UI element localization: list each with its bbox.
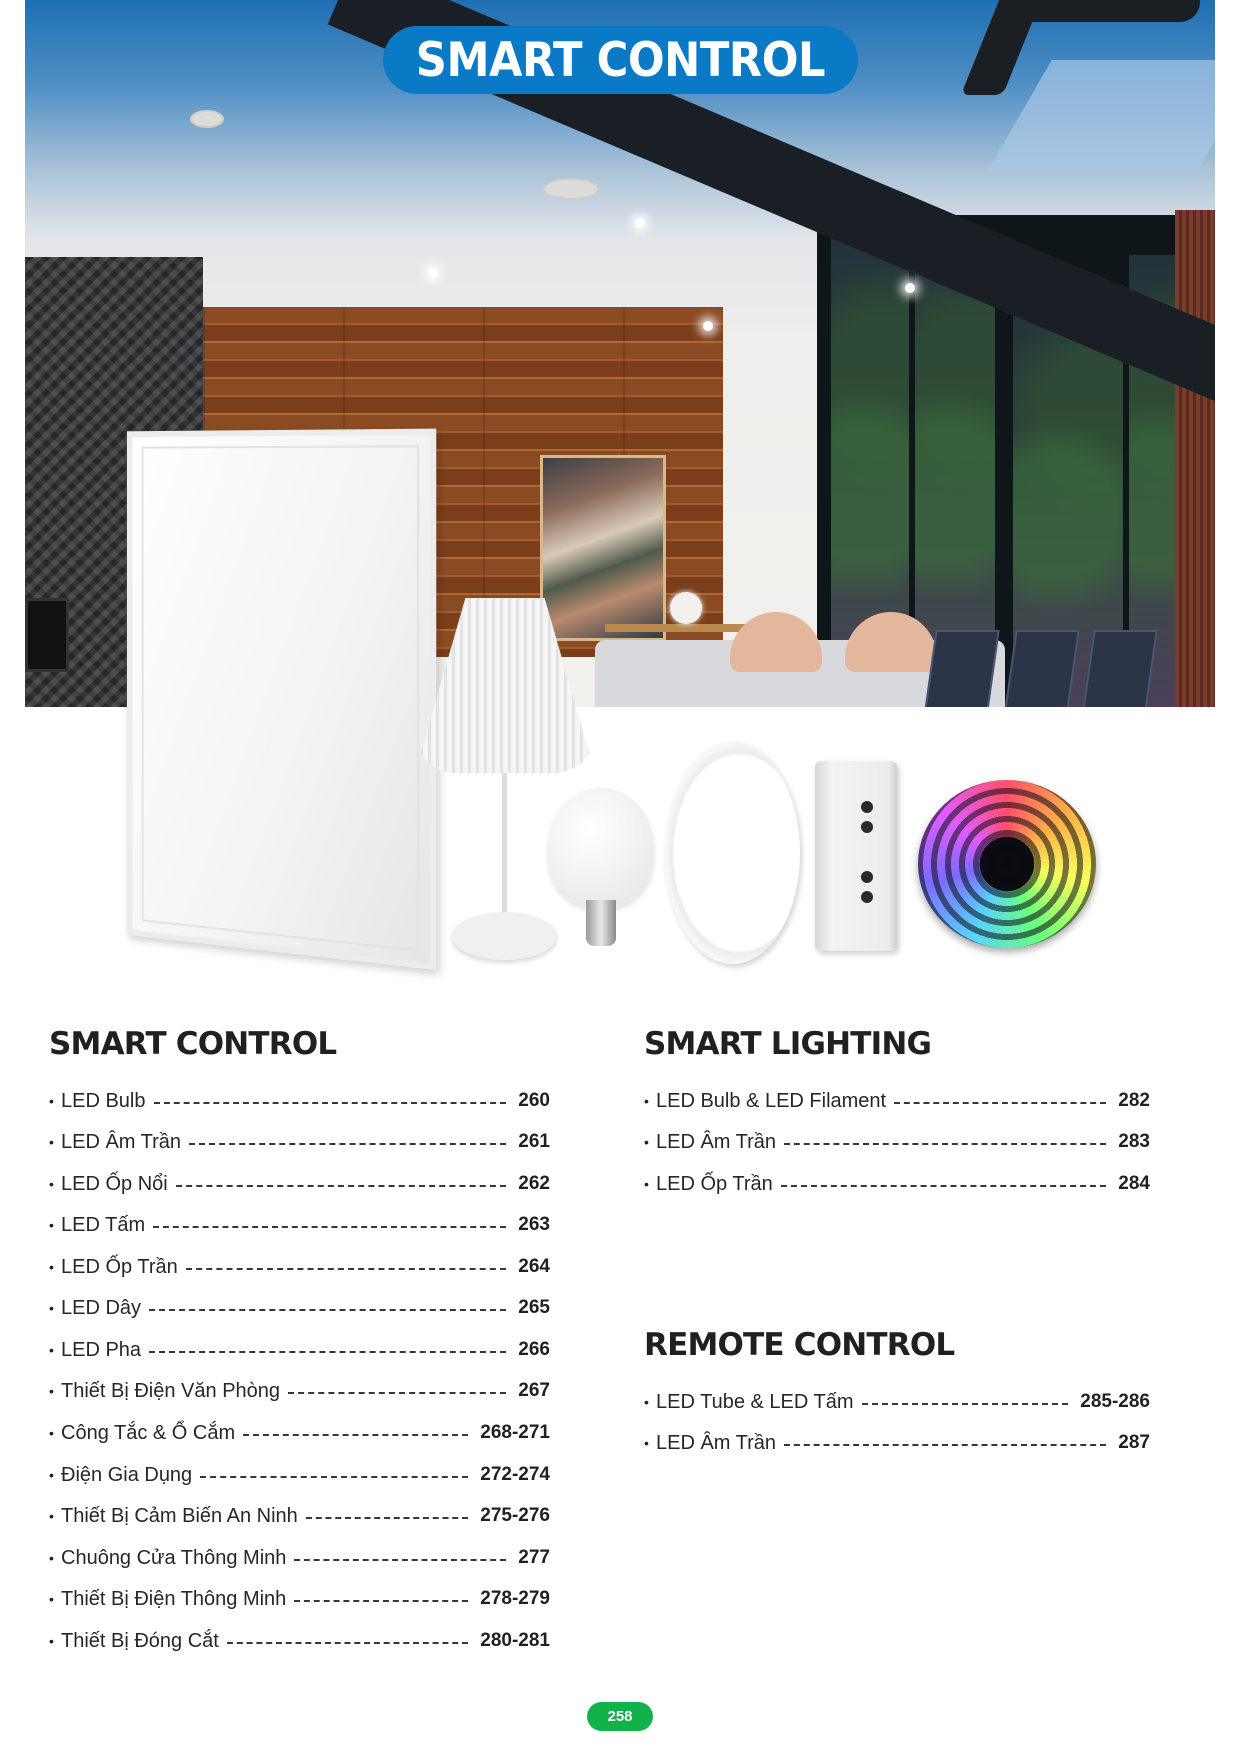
toc-item[interactable] [644, 1169, 1150, 1199]
toc-item[interactable] [49, 1501, 550, 1531]
toc-item[interactable] [644, 1086, 1150, 1116]
page-title: SMART CONTROL [415, 32, 826, 88]
toc-item-label: LED Âm Trần [656, 1431, 777, 1454]
toc-item-page: 275-276 [480, 1505, 550, 1526]
bullet: • [49, 1383, 54, 1399]
toc-item[interactable] [49, 1252, 550, 1282]
toc-item-page: 287 [1118, 1432, 1150, 1453]
toc-item-label: LED Bulb & LED Filament [656, 1089, 887, 1112]
dot-leader [288, 1392, 506, 1394]
toc-item-page: 266 [518, 1339, 550, 1360]
toc-item-label: LED Ốp Trần [656, 1172, 773, 1195]
bullet: • [49, 1134, 54, 1150]
led-bulb-base [586, 900, 616, 946]
dot-leader [149, 1309, 506, 1311]
toc-item[interactable] [49, 1169, 550, 1199]
dot-leader [894, 1102, 1106, 1104]
toc-item-page: 280-281 [480, 1630, 550, 1651]
toc-item[interactable] [49, 1127, 550, 1157]
toc-item[interactable] [644, 1428, 1150, 1458]
toc-item-page: 285-286 [1080, 1391, 1150, 1412]
ceiling-speaker [190, 110, 224, 128]
toc-item-label: LED Ốp Nổi [61, 1172, 168, 1195]
bullet: • [49, 1342, 54, 1358]
dot-leader [784, 1444, 1106, 1446]
toc-item-label: LED Tấm [61, 1213, 146, 1236]
toc-item[interactable] [49, 1418, 550, 1448]
section-title-smart-control: SMART CONTROL [49, 1026, 337, 1062]
toc-item-page: 260 [518, 1090, 550, 1111]
dot-leader [294, 1559, 506, 1561]
dot-leader [154, 1102, 507, 1104]
page-title-pill [383, 26, 858, 94]
toc-item-label: Thiết Bị Điện Thông Minh [61, 1587, 287, 1610]
bullet: • [49, 1467, 54, 1483]
page-number-badge: 258 [587, 1702, 653, 1731]
bullet: • [49, 1093, 54, 1109]
table-lamp-pole [502, 773, 507, 918]
toc-item-label: Thiết Bị Đóng Cắt [61, 1629, 219, 1652]
toc-item-label: Công Tắc & Ổ Cắm [61, 1421, 236, 1444]
bullet: • [49, 1591, 54, 1607]
bullet: • [49, 1176, 54, 1192]
bullet: • [49, 1633, 54, 1649]
toc-item[interactable] [49, 1584, 550, 1614]
dot-leader [243, 1434, 468, 1436]
toc-item-label: Chuông Cửa Thông Minh [61, 1546, 287, 1569]
dot-leader [149, 1351, 506, 1353]
dot-leader [153, 1226, 506, 1228]
toc-item-page: 278-279 [480, 1588, 550, 1609]
socket-hole [861, 801, 873, 813]
bullet: • [644, 1093, 649, 1109]
toc-item-page: 261 [518, 1131, 550, 1152]
toc-item-label: LED Bulb [61, 1089, 146, 1112]
smart-socket-image [815, 761, 897, 951]
socket-hole [861, 871, 873, 883]
toc-item[interactable] [49, 1543, 550, 1573]
toc-item[interactable] [49, 1335, 550, 1365]
dot-leader [306, 1517, 468, 1519]
section-title-remote-control: REMOTE CONTROL [644, 1327, 955, 1363]
bullet: • [49, 1259, 54, 1275]
toc-item[interactable] [49, 1460, 550, 1490]
toc-item-page: 282 [1118, 1090, 1150, 1111]
bullet: • [49, 1217, 54, 1233]
toc-item[interactable] [49, 1293, 550, 1323]
toc-item-page: 262 [518, 1173, 550, 1194]
ceiling-downlight [428, 268, 438, 278]
table-lamp-base [452, 912, 557, 960]
bullet: • [49, 1300, 54, 1316]
toc-item-page: 272-274 [480, 1464, 550, 1485]
dot-leader [294, 1600, 468, 1602]
socket-hole [861, 821, 873, 833]
dot-leader [784, 1143, 1106, 1145]
toc-item[interactable] [644, 1387, 1150, 1417]
ceiling-fan-blade [1000, 0, 1200, 22]
toc-item-label: Thiết Bị Cảm Biến An Ninh [61, 1504, 298, 1527]
toc-item-page: 265 [518, 1297, 550, 1318]
bullet: • [49, 1550, 54, 1566]
dot-leader [227, 1642, 468, 1644]
bullet: • [49, 1425, 54, 1441]
toc-item-page: 277 [518, 1547, 550, 1568]
bullet: • [644, 1394, 649, 1410]
toc-item[interactable] [49, 1210, 550, 1240]
toc-item[interactable] [49, 1626, 550, 1656]
toc-item-label: Điện Gia Dụng [61, 1463, 193, 1486]
toc-item[interactable] [644, 1127, 1150, 1157]
bullet: • [644, 1134, 649, 1150]
bullet: • [644, 1435, 649, 1451]
toc-item-label: LED Dây [61, 1296, 142, 1319]
ceiling-downlight [905, 283, 915, 293]
dot-leader [781, 1185, 1107, 1187]
led-downlight-image [665, 742, 800, 964]
ceiling-downlight [703, 321, 713, 331]
toc-item-page: 264 [518, 1256, 550, 1277]
product-showcase [0, 420, 1241, 960]
dot-leader [862, 1403, 1069, 1405]
led-panel-image [127, 429, 436, 971]
dot-leader [176, 1185, 507, 1187]
table-lamp-image [415, 598, 595, 773]
socket-hole [861, 891, 873, 903]
toc-item-label: LED Ốp Trần [61, 1255, 178, 1278]
ceiling-downlight [635, 218, 645, 228]
skylight [988, 60, 1215, 170]
toc-item-page: 283 [1118, 1131, 1150, 1152]
dot-leader [186, 1268, 507, 1270]
toc-item-label: LED Pha [61, 1338, 142, 1361]
toc-item[interactable] [49, 1086, 550, 1116]
toc-item-label: LED Âm Trần [61, 1130, 182, 1153]
led-bulb-image [548, 788, 654, 908]
section-title-smart-lighting: SMART LIGHTING [644, 1026, 932, 1062]
dot-leader [200, 1476, 468, 1478]
toc-item[interactable] [49, 1376, 550, 1406]
rgb-led-strip-image [918, 780, 1096, 948]
toc-item-page: 263 [518, 1214, 550, 1235]
bullet: • [644, 1176, 649, 1192]
toc-item-label: LED Âm Trần [656, 1130, 777, 1153]
toc-item-label: Thiết Bị Điện Văn Phòng [61, 1379, 281, 1402]
ceiling-speaker [543, 178, 599, 200]
toc-item-label: LED Tube & LED Tấm [656, 1390, 854, 1413]
toc-item-page: 268-271 [480, 1422, 550, 1443]
dot-leader [189, 1143, 506, 1145]
bullet: • [49, 1508, 54, 1524]
toc-item-page: 284 [1118, 1173, 1150, 1194]
toc-item-page: 267 [518, 1380, 550, 1401]
